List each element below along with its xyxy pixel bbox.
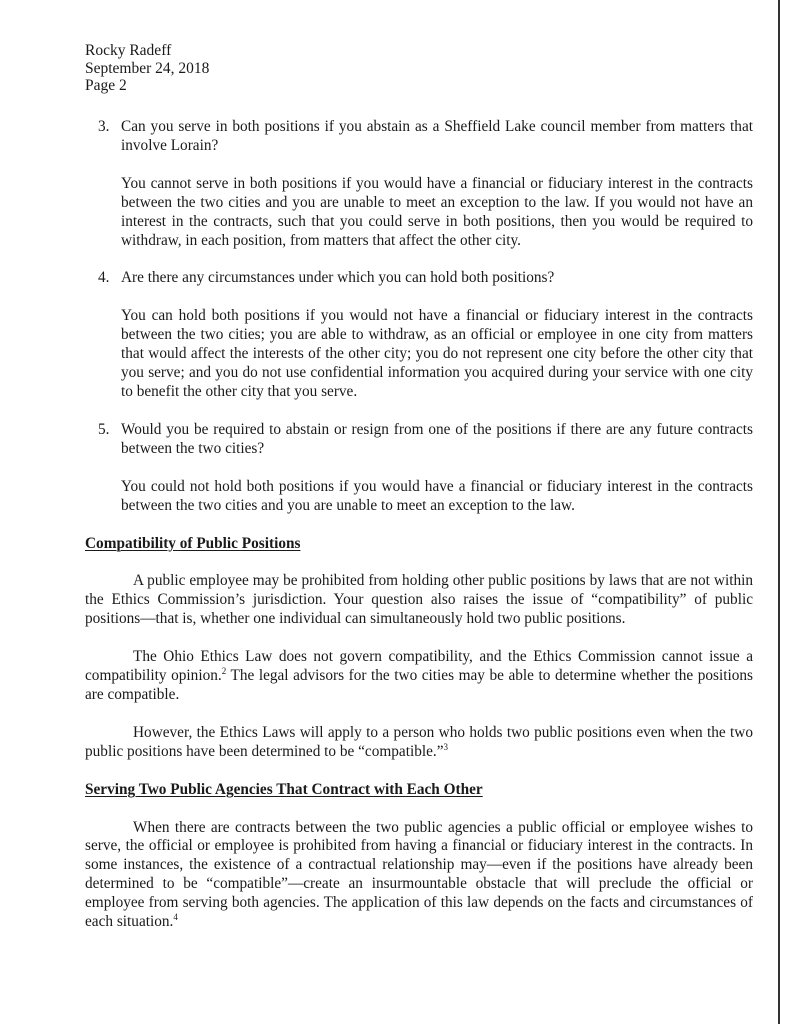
question-number: 4.	[98, 269, 110, 287]
letter-header	[85, 42, 209, 95]
section-serving-two-agencies	[85, 781, 753, 932]
question-text: Are there any circumstances under which you can hold both positions?	[121, 269, 555, 287]
page-number: Page 2	[85, 77, 127, 94]
footnote-ref[interactable]: 3	[443, 741, 449, 752]
page-edge-line	[778, 0, 780, 1024]
paragraph-text: The Ohio Ethics Law does not govern compatibility, and the Ethics Commission cannot issue a compatibility opinion.	[85, 648, 753, 685]
paragraph: A public employee may be prohibited from holding other public positions by laws that are not within the Ethics Commission’s jurisdiction. Your question also raises the issue of “compatibility” of public positions—that is, whether one individual can simultaneously hold two public positions.	[85, 572, 753, 628]
paragraph	[85, 724, 753, 762]
paragraph-text: However, the Ethics Laws will apply to a person who holds two public positions even when the two public positions have been determined to be “compatible.”	[85, 723, 753, 760]
question-text: Can you serve in both positions if you abstain as a Sheffield Lake council member from matters that involve Lorain?	[121, 118, 753, 154]
section-compatibility	[85, 535, 753, 762]
question-item-5	[85, 421, 753, 516]
question-number: 3.	[98, 118, 110, 135]
paragraph-text: The legal advisors for the two cities may be able to determine whether the positions are compatible.	[85, 667, 753, 703]
footnote-ref[interactable]: 2	[221, 665, 227, 676]
letter-date: September 24, 2018	[85, 59, 210, 77]
question-number: 5.	[98, 420, 110, 438]
letter-body	[85, 118, 753, 951]
section-heading: Serving Two Public Agencies That Contract with Each Other	[85, 780, 483, 798]
question-item-3	[85, 118, 753, 250]
paragraph-text: When there are contracts between the two public agencies a public official or employee wishes to serve, the official or employee is prohibited from having a financial or fiduciary interest in the contracts. In some instances, the existence of a contractual relationship may—even if the positions have already been determined to be “compatible”—create an insurmountable obstacle that will preclude the official or employee from serving both agencies. The application of this law depends on the facts and circumstances of each situation.	[85, 818, 753, 931]
question-item-4	[85, 269, 753, 401]
question-text: Would you be required to abstain or resign from one of the positions if there are any future contracts between the two cities?	[121, 420, 753, 457]
footnote-ref[interactable]: 4	[173, 912, 178, 922]
recipient-name: Rocky Radeff	[85, 42, 172, 59]
paragraph	[85, 648, 753, 705]
answer-text: You cannot serve in both positions if you would have a financial or fiduciary interest in the contracts between the two cities and you are unable to meet an exception to the law. If you would not have an interest in the contracts, such that you could serve in both positions, then you would be required to withdraw, in each position, from matters that affect the other city.	[121, 174, 753, 249]
section-heading: Compatibility of Public Positions	[85, 534, 301, 552]
answer-text: You can hold both positions if you would not have a financial or fiduciary interest in the contracts between the two cities; you are able to withdraw, as an official or employee in one city from matters that would affect the interests of the other city; you do not represent one city before the other city that you serve; and you do not use confidential information you acquired during your service with one city to benefit the other city that you serve.	[121, 307, 753, 400]
paragraph	[85, 819, 753, 932]
answer-text: You could not hold both positions if you would have a financial or fiduciary interest in the contracts between the two cities and you are unable to meet an exception to the law.	[121, 477, 753, 514]
